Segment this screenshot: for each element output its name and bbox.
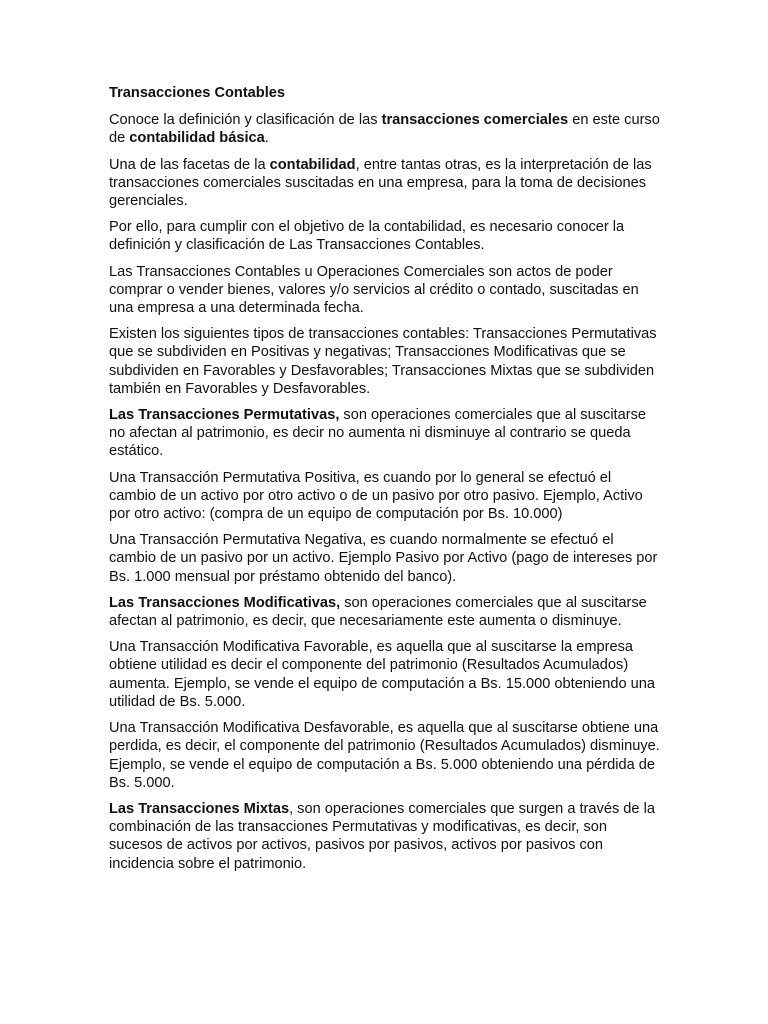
intro-text-1: Conoce la definición y clasificación de las — [109, 112, 382, 129]
modificativas-bold: Las Transacciones Modificativas, — [109, 594, 341, 611]
permutativa-positiva-paragraph: Una Transacción Permutativa Positiva, es cuando por lo general se efectuó el cambio de un activo por otro activo o de un pasivo por otro pasivo. Ejemplo, Activo por otro activo: (compra de un equipo de computación por Bs. 10.000) — [109, 469, 643, 523]
modificativa-desfavorable-paragraph: Una Transacción Modificativa Desfavorable, es aquella que al suscitarse obtiene una perdida, es decir, el componente del patrimonio (Resultados Acumulados) disminuye. Ejemplo, se vende el equipo de computación a Bs. 5.000 obteniendo una pérdida de Bs. 5.000. — [109, 720, 660, 791]
contabilidad-text-2: , entre tantas otras, es la interpretación de las transacciones comerciales suscitadas en una empresa, para la toma de decisiones gerenciales. — [109, 156, 652, 210]
tipos-paragraph: Existen los siguientes tipos de transacciones contables: Transacciones Permutativas que se subdividen en Positivas y negativas; Transacciones Modificativas que se subdividen en Favorables y Desfavorables; Transacciones Mixtas que se subdividen también en Favorables y Desfavorables. — [109, 326, 657, 397]
mixtas-bold: Las Transacciones Mixtas — [109, 800, 290, 817]
intro-text-2: en este curso de — [109, 112, 660, 147]
modificativas-text: son operaciones comerciales que al suscitarse afectan al patrimonio, es decir, que necesariamente este aumenta o disminuye. — [109, 594, 647, 630]
intro-bold-transacciones: transacciones comerciales — [381, 112, 569, 129]
mixtas-text: , son operaciones comerciales que surgen a través de la combinación de las transacciones Permutativas y modificativas, es decir, son sucesos de activos por activos, pasivos por pasivos, activos por pasivos con incidencia sobre el patrimonio. — [109, 800, 655, 872]
contabilidad-paragraph — [109, 156, 661, 211]
permutativa-negativa-paragraph: Una Transacción Permutativa Negativa, es cuando normalmente se efectuó el cambio de un pasivo por un activo. Ejemplo Pasivo por Activo (pago de intereses por Bs. 1.000 mensual por préstamo obtenido del banco). — [109, 532, 658, 585]
contabilidad-bold: contabilidad — [269, 156, 356, 173]
document-page — [109, 84, 661, 881]
intro-bold-contabilidad: contabilidad básica — [129, 130, 265, 147]
permutativas-bold: Las Transacciones Permutativas, — [109, 407, 340, 424]
mixtas-paragraph — [109, 800, 661, 873]
permutativas-paragraph — [109, 406, 661, 461]
contabilidad-text-1: Una de las facetas de la — [109, 156, 270, 173]
modificativa-favorable-paragraph: Una Transacción Modificativa Favorable, es aquella que al suscitarse la empresa obtiene utilidad es decir el componente del patrimonio (Resultados Acumulados) aumenta. Ejemplo, se vende el equipo de computación a Bs. 15.000 obteniendo una utilidad de Bs. 5.000. — [109, 639, 656, 710]
permutativas-text: son operaciones comerciales que al suscitarse no afectan al patrimonio, es decir no aumenta ni disminuye al contrario se queda estático. — [109, 407, 647, 460]
definicion-paragraph: Las Transacciones Contables u Operaciones Comerciales son actos de poder comprar o vender bienes, valores y/o servicios al crédito o contado, suscitadas en una empresa a una determinada fecha. — [109, 263, 639, 317]
objetivo-paragraph: Por ello, para cumplir con el objetivo de la contabilidad, es necesario conocer la definición y clasificación de Las Transacciones Contables. — [109, 219, 625, 254]
modificativas-paragraph — [109, 594, 661, 630]
intro-text-3: . — [264, 130, 269, 147]
document-title: Transacciones Contables — [109, 85, 286, 101]
intro-paragraph — [109, 111, 661, 147]
